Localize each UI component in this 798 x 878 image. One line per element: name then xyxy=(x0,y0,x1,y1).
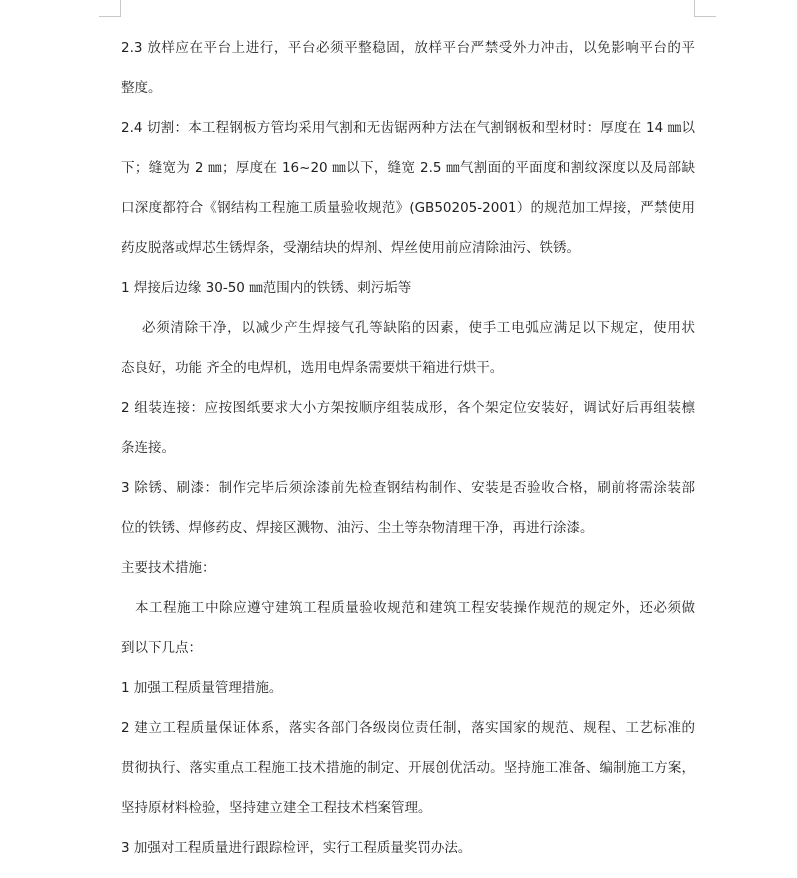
text-line: 3 除锈、刷漆：制作完毕后须涂漆前先检查钢结构制作、安装是否验收合格，刷前将需涂装部 xyxy=(121,480,695,496)
text-line: 1 焊接后边缘 30-50 ㎜范围内的铁锈、刺污垢等 xyxy=(121,280,412,296)
text-line: 到以下几点： xyxy=(121,640,202,656)
text-line: 坚持原材料检验，坚持建立建全工程技术档案管理。 xyxy=(121,800,432,816)
margin-corner-mark-left xyxy=(99,0,121,17)
text-line: 2 建立工程质量保证体系，落实各部门各级岗位责任制，落实国家的规范、规程、工艺标准的 xyxy=(121,720,695,736)
text-line: 条连接。 xyxy=(121,440,175,456)
text-line: 2.3 放样应在平台上进行，平台必须平整稳固，放样平台严禁受外力冲击，以免影响平台的平 xyxy=(121,40,695,56)
text-line: 位的铁锈、焊修药皮、焊接区溅物、油污、尘土等杂物清理干净，再进行涂漆。 xyxy=(121,520,594,536)
text-line: 药皮脱落或焊芯生锈焊条，受潮结块的焊剂、焊丝使用前应清除油污、铁锈。 xyxy=(121,240,580,256)
text-line: 下；缝宽为 2 ㎜；厚度在 16~20 ㎜以下，缝宽 2.5 ㎜气割面的平面度和割纹深度以及局部缺 xyxy=(121,160,695,176)
margin-corner-mark-right xyxy=(694,0,716,17)
text-line: 整度。 xyxy=(121,80,162,96)
section-heading: 主要技术措施： xyxy=(121,560,216,576)
text-line: 口深度都符合《钢结构工程施工质量验收规范》(GB50205-2001）的规范加工焊接，严禁使用 xyxy=(121,200,695,216)
text-line: 本工程施工中除应遵守建筑工程质量验收规范和建筑工程安装操作规范的规定外，还必须做 xyxy=(135,600,695,616)
text-line: 1 加强工程质量管理措施。 xyxy=(121,680,283,696)
text-line: 2.4 切割：本工程钢板方管均采用气割和无齿锯两种方法在气割钢板和型材时：厚度在 14 ㎜以 xyxy=(121,120,695,136)
text-line: 必须清除干净，以减少产生焊接气孔等缺陷的因素，使手工电弧应满足以下规定，使用状 xyxy=(142,320,695,336)
document-body xyxy=(121,28,695,868)
text-line: 2 组装连接：应按图纸要求大小方架按顺序组装成形，各个架定位安装好，调试好后再组装檩 xyxy=(121,400,695,416)
text-line: 3 加强对工程质量进行跟踪检评，实行工程质量奖罚办法。 xyxy=(121,840,472,856)
text-line: 态良好，功能 齐全的电焊机，选用电焊条需要烘干箱进行烘干。 xyxy=(121,360,504,376)
text-line: 贯彻执行、落实重点工程施工技术措施的制定、开展创优活动。坚持施工准备、编制施工方案， xyxy=(121,760,695,776)
